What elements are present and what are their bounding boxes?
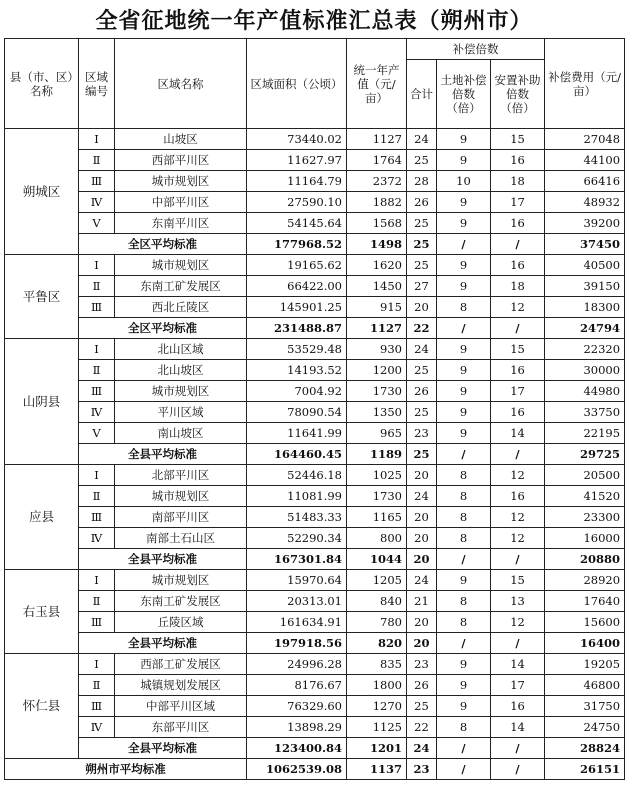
resettle-multiple: 12 xyxy=(491,465,545,486)
annual-value: 840 xyxy=(347,591,407,612)
header-land: 土地补偿倍数（倍） xyxy=(437,60,491,129)
header-area-name: 区域名称 xyxy=(115,39,247,129)
annual-value: 1125 xyxy=(347,717,407,738)
land-multiple: 9 xyxy=(437,402,491,423)
city-average-fee: 26151 xyxy=(545,759,625,780)
region-area: 20313.01 xyxy=(247,591,347,612)
annual-value: 1127 xyxy=(347,129,407,150)
table-row xyxy=(5,465,625,486)
multiple-total: 24 xyxy=(407,339,437,360)
multiple-total: 20 xyxy=(407,612,437,633)
land-multiple: 9 xyxy=(437,696,491,717)
average-area: 177968.52 xyxy=(247,234,347,255)
region-code: Ⅳ xyxy=(79,402,115,423)
region-name: 北山坡区 xyxy=(115,360,247,381)
county-name: 应县 xyxy=(5,465,79,570)
average-total: 24 xyxy=(407,738,437,759)
land-multiple: 9 xyxy=(437,150,491,171)
compensation-fee: 44980 xyxy=(545,381,625,402)
average-value: 1044 xyxy=(347,549,407,570)
region-name: 中部平川区域 xyxy=(115,696,247,717)
region-name: 东南平川区 xyxy=(115,213,247,234)
compensation-fee: 17640 xyxy=(545,591,625,612)
region-area: 14193.52 xyxy=(247,360,347,381)
region-name: 西部工矿发展区 xyxy=(115,654,247,675)
header-resettle: 安置补助倍数（倍） xyxy=(491,60,545,129)
table-row xyxy=(5,423,625,444)
table-row xyxy=(5,717,625,738)
multiple-total: 27 xyxy=(407,276,437,297)
annual-value: 835 xyxy=(347,654,407,675)
average-row xyxy=(5,633,625,654)
average-resettle: / xyxy=(491,549,545,570)
region-code: Ⅱ xyxy=(79,591,115,612)
compensation-fee: 44100 xyxy=(545,150,625,171)
land-multiple: 10 xyxy=(437,171,491,192)
resettle-multiple: 16 xyxy=(491,213,545,234)
average-label: 全区平均标准 xyxy=(79,234,247,255)
average-resettle: / xyxy=(491,444,545,465)
multiple-total: 25 xyxy=(407,402,437,423)
city-average-resettle: / xyxy=(491,759,545,780)
multiple-total: 25 xyxy=(407,150,437,171)
region-name: 西部平川区 xyxy=(115,150,247,171)
compensation-fee: 39150 xyxy=(545,276,625,297)
annual-value: 930 xyxy=(347,339,407,360)
region-name: 北部平川区 xyxy=(115,465,247,486)
region-area: 53529.48 xyxy=(247,339,347,360)
land-multiple: 9 xyxy=(437,192,491,213)
region-name: 城镇规划发展区 xyxy=(115,675,247,696)
annual-value: 1200 xyxy=(347,360,407,381)
land-multiple: 8 xyxy=(437,297,491,318)
resettle-multiple: 12 xyxy=(491,612,545,633)
compensation-fee: 48932 xyxy=(545,192,625,213)
region-code: Ⅱ xyxy=(79,360,115,381)
table-row xyxy=(5,297,625,318)
compensation-fee: 30000 xyxy=(545,360,625,381)
header-county: 县（市、区）名称 xyxy=(5,39,79,129)
annual-value: 1205 xyxy=(347,570,407,591)
multiple-total: 28 xyxy=(407,171,437,192)
annual-value: 1568 xyxy=(347,213,407,234)
multiple-total: 24 xyxy=(407,570,437,591)
annual-value: 1165 xyxy=(347,507,407,528)
city-average-land: / xyxy=(437,759,491,780)
city-average-value: 1137 xyxy=(347,759,407,780)
resettle-multiple: 15 xyxy=(491,129,545,150)
region-code: Ⅱ xyxy=(79,276,115,297)
average-value: 820 xyxy=(347,633,407,654)
multiple-total: 26 xyxy=(407,192,437,213)
resettle-multiple: 14 xyxy=(491,717,545,738)
average-value: 1201 xyxy=(347,738,407,759)
table-row xyxy=(5,192,625,213)
region-area: 52290.34 xyxy=(247,528,347,549)
region-code: Ⅳ xyxy=(79,528,115,549)
region-name: 南部土石山区 xyxy=(115,528,247,549)
annual-value: 1882 xyxy=(347,192,407,213)
compensation-fee: 22320 xyxy=(545,339,625,360)
region-code: Ⅱ xyxy=(79,150,115,171)
region-name: 东部平川区 xyxy=(115,717,247,738)
average-row xyxy=(5,549,625,570)
compensation-fee: 27048 xyxy=(545,129,625,150)
compensation-fee: 19205 xyxy=(545,654,625,675)
region-code: Ⅰ xyxy=(79,654,115,675)
resettle-multiple: 16 xyxy=(491,486,545,507)
region-area: 15970.64 xyxy=(247,570,347,591)
region-name: 西北丘陵区 xyxy=(115,297,247,318)
land-multiple: 9 xyxy=(437,381,491,402)
table-row xyxy=(5,570,625,591)
resettle-multiple: 16 xyxy=(491,402,545,423)
average-total: 25 xyxy=(407,444,437,465)
region-area: 24996.28 xyxy=(247,654,347,675)
average-area: 231488.87 xyxy=(247,318,347,339)
region-area: 11641.99 xyxy=(247,423,347,444)
resettle-multiple: 14 xyxy=(491,654,545,675)
average-label: 全县平均标准 xyxy=(79,633,247,654)
compensation-fee: 18300 xyxy=(545,297,625,318)
region-name: 南山坡区 xyxy=(115,423,247,444)
resettle-multiple: 15 xyxy=(491,570,545,591)
average-area: 164460.45 xyxy=(247,444,347,465)
region-name: 城市规划区 xyxy=(115,570,247,591)
compensation-fee: 41520 xyxy=(545,486,625,507)
average-label: 全县平均标准 xyxy=(79,444,247,465)
resettle-multiple: 14 xyxy=(491,423,545,444)
land-multiple: 9 xyxy=(437,339,491,360)
table-row xyxy=(5,528,625,549)
multiple-total: 20 xyxy=(407,507,437,528)
resettle-multiple: 16 xyxy=(491,696,545,717)
average-land: / xyxy=(437,444,491,465)
region-name: 中部平川区 xyxy=(115,192,247,213)
average-value: 1498 xyxy=(347,234,407,255)
region-name: 山坡区 xyxy=(115,129,247,150)
annual-value: 915 xyxy=(347,297,407,318)
land-multiple: 9 xyxy=(437,654,491,675)
region-area: 13898.29 xyxy=(247,717,347,738)
average-resettle: / xyxy=(491,234,545,255)
compensation-fee: 31750 xyxy=(545,696,625,717)
land-multiple: 9 xyxy=(437,360,491,381)
page-title: 全省征地统一年产值标准汇总表（朔州市） xyxy=(95,8,533,34)
average-fee: 28824 xyxy=(545,738,625,759)
land-multiple: 8 xyxy=(437,591,491,612)
table-row xyxy=(5,612,625,633)
region-code: Ⅰ xyxy=(79,255,115,276)
header-value: 统一年产值（元/亩） xyxy=(347,39,407,129)
region-area: 52446.18 xyxy=(247,465,347,486)
average-total: 20 xyxy=(407,549,437,570)
header-multiple: 补偿倍数 xyxy=(407,39,545,60)
multiple-total: 25 xyxy=(407,255,437,276)
table-row xyxy=(5,276,625,297)
multiple-total: 25 xyxy=(407,213,437,234)
land-multiple: 9 xyxy=(437,213,491,234)
header-code: 区域编号 xyxy=(79,39,115,129)
table-row xyxy=(5,171,625,192)
multiple-total: 25 xyxy=(407,696,437,717)
table-body xyxy=(5,129,625,780)
multiple-total: 24 xyxy=(407,486,437,507)
county-name: 平鲁区 xyxy=(5,255,79,339)
annual-value: 1764 xyxy=(347,150,407,171)
region-name: 北山区域 xyxy=(115,339,247,360)
compensation-fee: 39200 xyxy=(545,213,625,234)
resettle-multiple: 16 xyxy=(491,150,545,171)
compensation-fee: 24750 xyxy=(545,717,625,738)
region-code: Ⅲ xyxy=(79,171,115,192)
multiple-total: 21 xyxy=(407,591,437,612)
header-fee: 补偿费用（元/亩） xyxy=(545,39,625,129)
region-name: 平川区域 xyxy=(115,402,247,423)
compensation-fee: 40500 xyxy=(545,255,625,276)
annual-value: 1620 xyxy=(347,255,407,276)
land-multiple: 9 xyxy=(437,423,491,444)
table-row xyxy=(5,591,625,612)
county-name: 朔城区 xyxy=(5,129,79,255)
resettle-multiple: 13 xyxy=(491,591,545,612)
region-code: Ⅱ xyxy=(79,675,115,696)
multiple-total: 23 xyxy=(407,654,437,675)
region-area: 161634.91 xyxy=(247,612,347,633)
average-land: / xyxy=(437,234,491,255)
resettle-multiple: 18 xyxy=(491,171,545,192)
multiple-total: 20 xyxy=(407,465,437,486)
region-code: Ⅳ xyxy=(79,717,115,738)
land-multiple: 8 xyxy=(437,717,491,738)
annual-value: 1350 xyxy=(347,402,407,423)
compensation-fee: 16000 xyxy=(545,528,625,549)
region-code: Ⅱ xyxy=(79,486,115,507)
multiple-total: 20 xyxy=(407,528,437,549)
resettle-multiple: 17 xyxy=(491,675,545,696)
region-name: 丘陵区域 xyxy=(115,612,247,633)
region-area: 76329.60 xyxy=(247,696,347,717)
average-land: / xyxy=(437,549,491,570)
resettle-multiple: 18 xyxy=(491,276,545,297)
compensation-fee: 20500 xyxy=(545,465,625,486)
average-total: 25 xyxy=(407,234,437,255)
compensation-table xyxy=(4,38,625,780)
region-area: 27590.10 xyxy=(247,192,347,213)
compensation-fee: 28920 xyxy=(545,570,625,591)
city-average-total: 23 xyxy=(407,759,437,780)
region-name: 城市规划区 xyxy=(115,255,247,276)
region-name: 东南工矿发展区 xyxy=(115,591,247,612)
average-value: 1189 xyxy=(347,444,407,465)
land-multiple: 9 xyxy=(437,570,491,591)
table-row xyxy=(5,381,625,402)
land-multiple: 9 xyxy=(437,675,491,696)
compensation-fee: 23300 xyxy=(545,507,625,528)
table-row xyxy=(5,486,625,507)
compensation-fee: 33750 xyxy=(545,402,625,423)
city-average-label: 朔州市平均标准 xyxy=(5,759,247,780)
region-code: Ⅰ xyxy=(79,339,115,360)
resettle-multiple: 12 xyxy=(491,507,545,528)
average-fee: 29725 xyxy=(545,444,625,465)
annual-value: 1270 xyxy=(347,696,407,717)
header-row-1 xyxy=(5,39,625,60)
region-area: 78090.54 xyxy=(247,402,347,423)
annual-value: 1800 xyxy=(347,675,407,696)
multiple-total: 26 xyxy=(407,675,437,696)
average-land: / xyxy=(437,633,491,654)
land-multiple: 9 xyxy=(437,276,491,297)
resettle-multiple: 15 xyxy=(491,339,545,360)
region-area: 11081.99 xyxy=(247,486,347,507)
multiple-total: 25 xyxy=(407,360,437,381)
resettle-multiple: 12 xyxy=(491,528,545,549)
land-multiple: 8 xyxy=(437,612,491,633)
region-name: 南部平川区 xyxy=(115,507,247,528)
annual-value: 965 xyxy=(347,423,407,444)
average-row xyxy=(5,738,625,759)
region-area: 7004.92 xyxy=(247,381,347,402)
average-fee: 16400 xyxy=(545,633,625,654)
compensation-fee: 22195 xyxy=(545,423,625,444)
county-name: 右玉县 xyxy=(5,570,79,654)
resettle-multiple: 16 xyxy=(491,360,545,381)
resettle-multiple: 16 xyxy=(491,255,545,276)
annual-value: 1730 xyxy=(347,381,407,402)
multiple-total: 23 xyxy=(407,423,437,444)
region-code: Ⅲ xyxy=(79,507,115,528)
region-code: Ⅳ xyxy=(79,192,115,213)
average-fee: 37450 xyxy=(545,234,625,255)
land-multiple: 8 xyxy=(437,528,491,549)
multiple-total: 20 xyxy=(407,297,437,318)
average-row xyxy=(5,318,625,339)
land-multiple: 8 xyxy=(437,465,491,486)
average-area: 123400.84 xyxy=(247,738,347,759)
resettle-multiple: 17 xyxy=(491,381,545,402)
region-area: 8176.67 xyxy=(247,675,347,696)
average-resettle: / xyxy=(491,318,545,339)
average-fee: 24794 xyxy=(545,318,625,339)
average-resettle: / xyxy=(491,738,545,759)
region-area: 54145.64 xyxy=(247,213,347,234)
annual-value: 1450 xyxy=(347,276,407,297)
compensation-fee: 15600 xyxy=(545,612,625,633)
multiple-total: 24 xyxy=(407,129,437,150)
region-area: 19165.62 xyxy=(247,255,347,276)
resettle-multiple: 17 xyxy=(491,192,545,213)
region-area: 145901.25 xyxy=(247,297,347,318)
average-total: 20 xyxy=(407,633,437,654)
annual-value: 1730 xyxy=(347,486,407,507)
multiple-total: 26 xyxy=(407,381,437,402)
annual-value: 2372 xyxy=(347,171,407,192)
region-name: 城市规划区 xyxy=(115,381,247,402)
city-average-row xyxy=(5,759,625,780)
region-code: Ⅰ xyxy=(79,570,115,591)
average-label: 全县平均标准 xyxy=(79,549,247,570)
land-multiple: 8 xyxy=(437,507,491,528)
table-row xyxy=(5,255,625,276)
region-name: 东南工矿发展区 xyxy=(115,276,247,297)
land-multiple: 8 xyxy=(437,486,491,507)
region-code: Ⅴ xyxy=(79,213,115,234)
header-total: 合计 xyxy=(407,60,437,129)
region-name: 城市规划区 xyxy=(115,486,247,507)
average-land: / xyxy=(437,738,491,759)
table-row xyxy=(5,213,625,234)
region-area: 66422.00 xyxy=(247,276,347,297)
table-row xyxy=(5,339,625,360)
land-multiple: 9 xyxy=(437,255,491,276)
land-multiple: 9 xyxy=(437,129,491,150)
multiple-total: 22 xyxy=(407,717,437,738)
region-code: Ⅲ xyxy=(79,297,115,318)
region-area: 11627.97 xyxy=(247,150,347,171)
average-resettle: / xyxy=(491,633,545,654)
compensation-fee: 66416 xyxy=(545,171,625,192)
region-name: 城市规划区 xyxy=(115,171,247,192)
region-code: Ⅴ xyxy=(79,423,115,444)
average-area: 167301.84 xyxy=(247,549,347,570)
compensation-fee: 46800 xyxy=(545,675,625,696)
county-name: 怀仁县 xyxy=(5,654,79,759)
table-row xyxy=(5,150,625,171)
region-code: Ⅲ xyxy=(79,612,115,633)
region-area: 73440.02 xyxy=(247,129,347,150)
table-row xyxy=(5,507,625,528)
annual-value: 800 xyxy=(347,528,407,549)
annual-value: 1025 xyxy=(347,465,407,486)
average-total: 22 xyxy=(407,318,437,339)
average-land: / xyxy=(437,318,491,339)
region-code: Ⅲ xyxy=(79,381,115,402)
table-row xyxy=(5,654,625,675)
average-value: 1127 xyxy=(347,318,407,339)
table-row xyxy=(5,360,625,381)
average-row xyxy=(5,234,625,255)
average-row xyxy=(5,444,625,465)
average-fee: 20880 xyxy=(545,549,625,570)
region-code: Ⅰ xyxy=(79,129,115,150)
city-average-area: 1062539.08 xyxy=(247,759,347,780)
header-area: 区域面积（公顷） xyxy=(247,39,347,129)
region-code: Ⅲ xyxy=(79,696,115,717)
table-row xyxy=(5,696,625,717)
county-name: 山阴县 xyxy=(5,339,79,465)
region-code: Ⅰ xyxy=(79,465,115,486)
table-row xyxy=(5,402,625,423)
table-row xyxy=(5,129,625,150)
region-area: 51483.33 xyxy=(247,507,347,528)
average-label: 全县平均标准 xyxy=(79,738,247,759)
table-row xyxy=(5,675,625,696)
region-area: 11164.79 xyxy=(247,171,347,192)
average-label: 全区平均标准 xyxy=(79,318,247,339)
resettle-multiple: 12 xyxy=(491,297,545,318)
average-area: 197918.56 xyxy=(247,633,347,654)
annual-value: 780 xyxy=(347,612,407,633)
